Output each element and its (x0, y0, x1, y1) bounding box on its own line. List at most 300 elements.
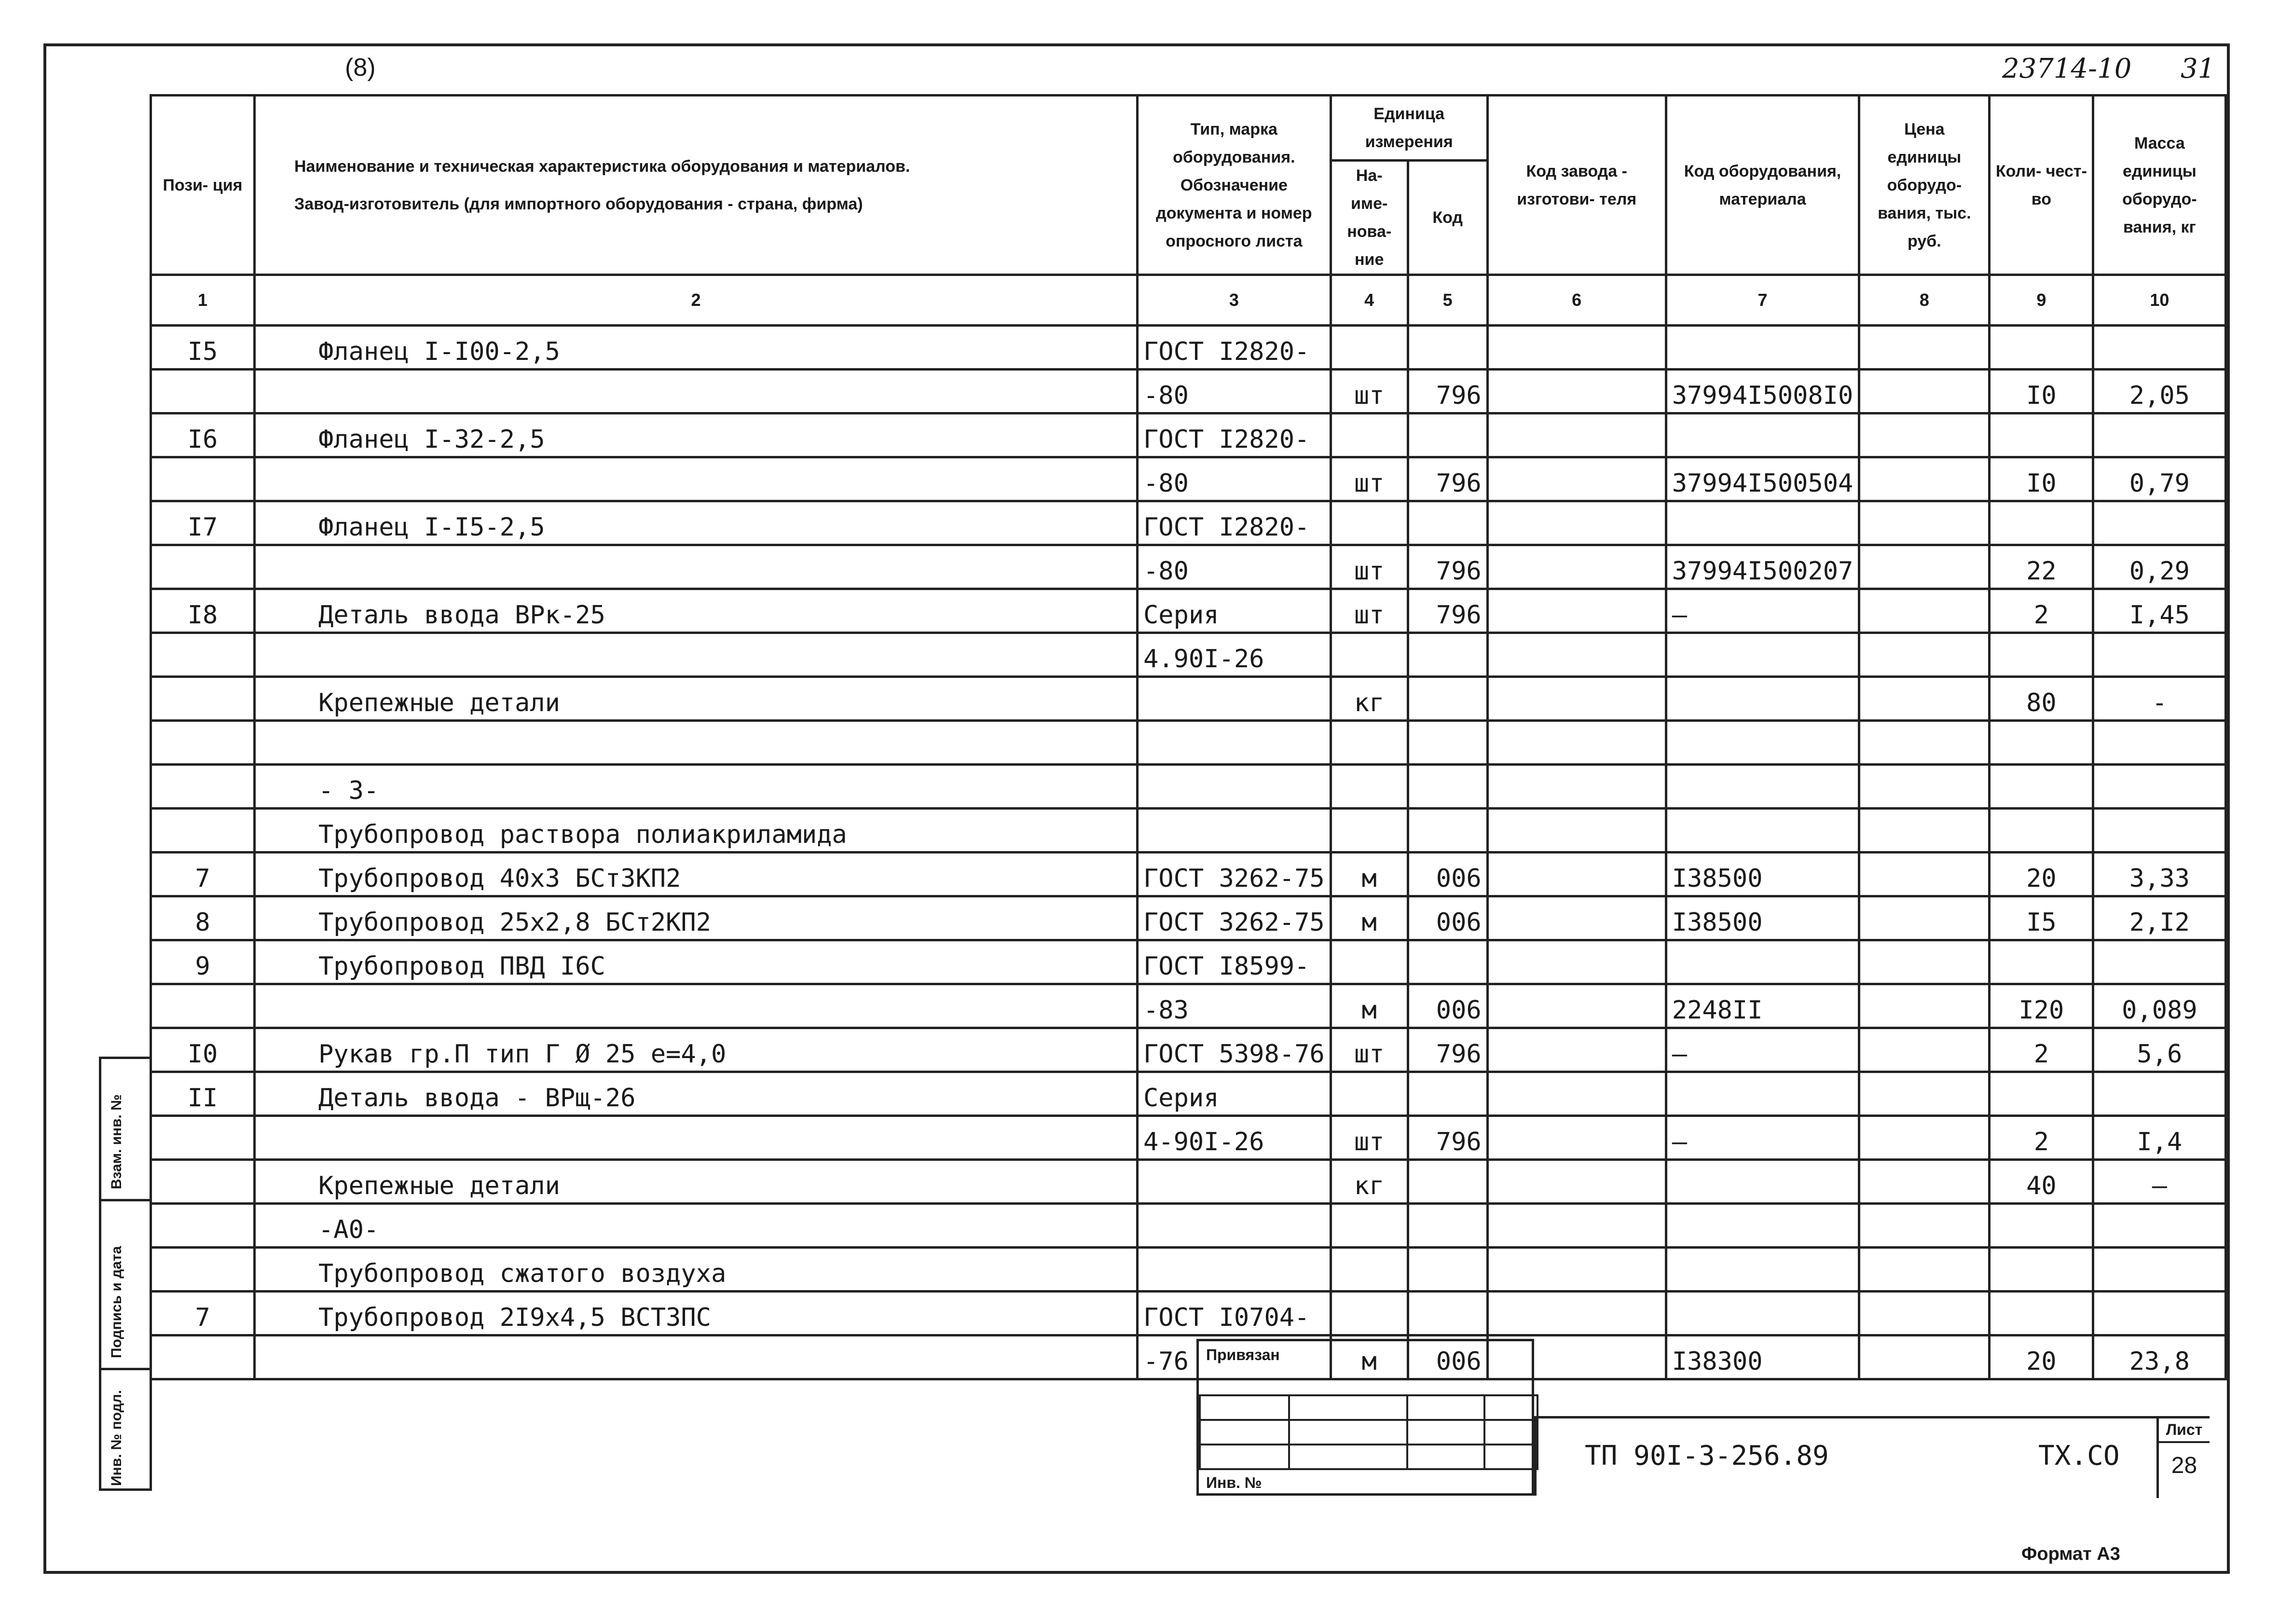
cell-price (1859, 457, 1990, 501)
cell-name: Трубопровод сжатого воздуха (255, 1248, 1138, 1292)
cell-unit-code (1408, 1204, 1487, 1248)
cell-type: ГОСТ 3262-75 (1138, 853, 1331, 896)
cell-type: ГОСТ I0704- (1138, 1292, 1331, 1335)
cell-price (1859, 1204, 1990, 1248)
cell-position (151, 457, 255, 501)
cell-factory-code (1487, 984, 1666, 1028)
column-number: 3 (1138, 275, 1331, 326)
cell-position (151, 765, 255, 809)
cell-qty: 2 (1990, 1116, 2093, 1160)
column-number: 5 (1408, 275, 1487, 326)
header-factory-code: Код завода - изготови- теля (1487, 96, 1666, 275)
cell-unit-code (1408, 677, 1487, 721)
cell-type: ГОСТ I8599- (1138, 940, 1331, 984)
table-row (151, 589, 2226, 633)
table-row (151, 1292, 2226, 1335)
cell-equipment-code: 37994I500207 (1666, 545, 1859, 589)
cell-unit-name (1331, 1292, 1408, 1335)
cell-name: Деталь ввода ВРк-25 (255, 589, 1138, 633)
cell-factory-code (1487, 809, 1666, 853)
cell-unit-name: шт (1331, 545, 1408, 589)
side-label-signature: Подпись и дата (109, 1246, 124, 1358)
cell-type: -80 (1138, 370, 1331, 413)
cell-unit-code: 796 (1408, 457, 1487, 501)
cell-mass: 2,I2 (2093, 896, 2226, 940)
cell-name: Рукав гр.П тип Г Ø 25 е=4,0 (255, 1028, 1138, 1072)
cell-name (255, 984, 1138, 1028)
column-number: 8 (1859, 275, 1990, 326)
header-name-main: Наименование и техническая характеристика оборудования и материалов. (294, 157, 910, 176)
cell-name: Трубопровод 2I9х4,5 ВСТ3ПС (255, 1292, 1138, 1335)
cell-position: I8 (151, 589, 255, 633)
cell-position (151, 1248, 255, 1292)
table-row (151, 721, 2226, 765)
cell-type (1138, 1204, 1331, 1248)
table-row (151, 1072, 2226, 1116)
cell-name: - 3- (255, 765, 1138, 809)
column-number: 2 (255, 275, 1138, 326)
table-row (151, 457, 2226, 501)
cell-equipment-code (1666, 765, 1859, 809)
cell-factory-code (1487, 1248, 1666, 1292)
stamp-inv-label: Инв. № (1206, 1474, 1262, 1491)
header-price: Цена единицы оборудо- вания, тыс. руб. (1859, 96, 1990, 275)
table-row (151, 1160, 2226, 1204)
cell-name: Трубопровод раствора полиакриламида (255, 809, 1138, 853)
cell-factory-code (1487, 940, 1666, 984)
header-type: Тип, марка оборудования. Обозначение документа и номер опросного листа (1138, 96, 1331, 275)
cell-type: 4-90I-26 (1138, 1116, 1331, 1160)
cell-mass: 23,8 (2093, 1335, 2226, 1379)
cell-equipment-code (1666, 501, 1859, 545)
table-row (151, 896, 2226, 940)
cell-unit-name (1331, 501, 1408, 545)
cell-equipment-code: 37994I5008I0 (1666, 370, 1859, 413)
cell-type: -76 (1138, 1335, 1331, 1379)
stamp-bound-label: Привязан (1206, 1346, 1280, 1363)
cell-position (151, 1204, 255, 1248)
cell-type: ГОСТ I2820- (1138, 326, 1331, 370)
cell-factory-code (1487, 896, 1666, 940)
cell-equipment-code (1666, 721, 1859, 765)
cell-position: 9 (151, 940, 255, 984)
binding-stamp (1196, 1339, 1534, 1496)
cell-price (1859, 413, 1990, 457)
cell-unit-code (1408, 940, 1487, 984)
cell-factory-code (1487, 457, 1666, 501)
cell-equipment-code (1666, 1292, 1859, 1335)
side-label-inventory: Инв. № подл. (109, 1390, 124, 1486)
doc-code: ТП 90I-3-256.89 (1585, 1440, 1829, 1472)
side-divider (101, 1368, 150, 1370)
cell-price (1859, 545, 1990, 589)
cell-factory-code (1487, 370, 1666, 413)
cell-qty: 20 (1990, 853, 2093, 896)
cell-unit-name: шт (1331, 457, 1408, 501)
cell-price (1859, 677, 1990, 721)
cell-qty (1990, 326, 2093, 370)
cell-type: Серия (1138, 1072, 1331, 1116)
cell-name: Трубопровод 40х3 БСт3КП2 (255, 853, 1138, 896)
cell-mass (2093, 326, 2226, 370)
cell-factory-code (1487, 545, 1666, 589)
table-row (151, 1116, 2226, 1160)
cell-unit-code (1408, 326, 1487, 370)
cell-position (151, 677, 255, 721)
cell-equipment-code (1666, 326, 1859, 370)
cell-qty (1990, 1204, 2093, 1248)
cell-type (1138, 765, 1331, 809)
cell-unit-code (1408, 633, 1487, 677)
cell-name: Фланец I-32-2,5 (255, 413, 1138, 457)
cell-mass (2093, 1204, 2226, 1248)
table-row (151, 1028, 2226, 1072)
table-row (151, 633, 2226, 677)
cell-position (151, 809, 255, 853)
cell-qty (1990, 1248, 2093, 1292)
table-row (151, 413, 2226, 457)
cell-price (1859, 1248, 1990, 1292)
cell-name (255, 457, 1138, 501)
cell-mass: 0,089 (2093, 984, 2226, 1028)
cell-unit-name: кг (1331, 677, 1408, 721)
cell-unit-code (1408, 809, 1487, 853)
cell-name: Фланец I-I00-2,5 (255, 326, 1138, 370)
cell-type (1138, 809, 1331, 853)
header-mass: Масса единицы оборудо- вания, кг (2093, 96, 2226, 275)
cell-position (151, 1160, 255, 1204)
header-unit-code: Код (1408, 161, 1487, 275)
doc-mark: ТХ.СО (2038, 1440, 2120, 1472)
cell-qty: 2 (1990, 589, 2093, 633)
cell-factory-code (1487, 1072, 1666, 1116)
cell-price (1859, 1028, 1990, 1072)
cell-type: 4.90I-26 (1138, 633, 1331, 677)
stamp-grid (1199, 1394, 1538, 1470)
cell-name (255, 545, 1138, 589)
side-label-replacement: Взам. инв. № (109, 1094, 124, 1189)
cell-equipment-code (1666, 633, 1859, 677)
cell-price (1859, 765, 1990, 809)
cell-factory-code (1487, 1204, 1666, 1248)
cell-mass (2093, 809, 2226, 853)
sheet-marker: (8) (345, 54, 376, 82)
sheet-label: Лист (2159, 1421, 2210, 1443)
column-number: 4 (1331, 275, 1408, 326)
cell-qty (1990, 809, 2093, 853)
cell-position: I0 (151, 1028, 255, 1072)
cell-price (1859, 326, 1990, 370)
cell-unit-name: шт (1331, 370, 1408, 413)
cell-mass (2093, 501, 2226, 545)
cell-factory-code (1487, 501, 1666, 545)
cell-unit-name (1331, 1204, 1408, 1248)
side-signature-strip (99, 1057, 152, 1491)
table-row (151, 984, 2226, 1028)
cell-position (151, 633, 255, 677)
sheet-box (2156, 1418, 2210, 1498)
cell-qty (1990, 501, 2093, 545)
cell-price (1859, 1072, 1990, 1116)
cell-unit-code (1408, 413, 1487, 457)
cell-position (151, 1335, 255, 1379)
cell-equipment-code (1666, 1072, 1859, 1116)
cell-mass: 0,79 (2093, 457, 2226, 501)
cell-mass (2093, 1072, 2226, 1116)
cell-type (1138, 677, 1331, 721)
cell-position: 7 (151, 1292, 255, 1335)
cell-qty: I0 (1990, 370, 2093, 413)
cell-name: Фланец I-I5-2,5 (255, 501, 1138, 545)
cell-type: ГОСТ 5398-76 (1138, 1028, 1331, 1072)
cell-qty: 80 (1990, 677, 2093, 721)
cell-position: I5 (151, 326, 255, 370)
table-row (151, 1204, 2226, 1248)
cell-unit-name: шт (1331, 1116, 1408, 1160)
cell-factory-code (1487, 721, 1666, 765)
side-divider (101, 1199, 150, 1201)
cell-unit-code (1408, 765, 1487, 809)
cell-price (1859, 896, 1990, 940)
cell-type (1138, 1248, 1331, 1292)
cell-price (1859, 1292, 1990, 1335)
cell-type (1138, 1160, 1331, 1204)
archive-page: 31 (2181, 53, 2215, 84)
cell-price (1859, 853, 1990, 896)
cell-mass (2093, 1292, 2226, 1335)
cell-unit-name: м (1331, 1335, 1408, 1379)
cell-unit-name (1331, 940, 1408, 984)
cell-mass: I,45 (2093, 589, 2226, 633)
cell-unit-code: 006 (1408, 896, 1487, 940)
cell-name (255, 1116, 1138, 1160)
cell-position (151, 984, 255, 1028)
cell-factory-code (1487, 765, 1666, 809)
cell-qty: 40 (1990, 1160, 2093, 1204)
table-row (151, 1335, 2226, 1379)
cell-unit-name (1331, 809, 1408, 853)
cell-factory-code (1487, 1292, 1666, 1335)
cell-position: II (151, 1072, 255, 1116)
table-row (151, 501, 2226, 545)
cell-equipment-code: I38500 (1666, 853, 1859, 896)
cell-unit-name (1331, 721, 1408, 765)
cell-qty (1990, 765, 2093, 809)
format-label: Формат А3 (2021, 1544, 2120, 1564)
cell-type: ГОСТ 3262-75 (1138, 896, 1331, 940)
cell-price (1859, 809, 1990, 853)
sheet-number: 28 (2171, 1453, 2197, 1478)
cell-factory-code (1487, 633, 1666, 677)
cell-position: 8 (151, 896, 255, 940)
header-qty: Коли- чест- во (1990, 96, 2093, 275)
cell-position (151, 370, 255, 413)
cell-unit-code (1408, 1160, 1487, 1204)
cell-price (1859, 940, 1990, 984)
cell-mass (2093, 413, 2226, 457)
cell-name: Трубопровод ПВД I6С (255, 940, 1138, 984)
cell-type: Серия (1138, 589, 1331, 633)
cell-qty: I5 (1990, 896, 2093, 940)
cell-mass: 5,6 (2093, 1028, 2226, 1072)
cell-qty: I0 (1990, 457, 2093, 501)
cell-mass: I,4 (2093, 1116, 2226, 1160)
cell-unit-code: 796 (1408, 1028, 1487, 1072)
cell-price (1859, 370, 1990, 413)
table-row (151, 370, 2226, 413)
cell-price (1859, 501, 1990, 545)
cell-type: ГОСТ I2820- (1138, 413, 1331, 457)
cell-factory-code (1487, 853, 1666, 896)
table-row (151, 677, 2226, 721)
cell-qty (1990, 721, 2093, 765)
cell-equipment-code: – (1666, 589, 1859, 633)
table-row (151, 940, 2226, 984)
cell-name: -А0- (255, 1204, 1138, 1248)
cell-equipment-code: 37994I500504 (1666, 457, 1859, 501)
cell-name (255, 721, 1138, 765)
cell-unit-name: шт (1331, 1028, 1408, 1072)
cell-unit-code (1408, 1292, 1487, 1335)
cell-price (1859, 589, 1990, 633)
cell-mass (2093, 721, 2226, 765)
column-number: 7 (1666, 275, 1859, 326)
cell-unit-code: 796 (1408, 370, 1487, 413)
cell-equipment-code: 2248II (1666, 984, 1859, 1028)
cell-qty (1990, 633, 2093, 677)
cell-unit-name (1331, 326, 1408, 370)
cell-type: -80 (1138, 545, 1331, 589)
cell-name (255, 370, 1138, 413)
cell-qty (1990, 940, 2093, 984)
cell-mass: - (2093, 677, 2226, 721)
cell-price (1859, 721, 1990, 765)
header-name-sub: Завод-изготовитель (для импортного оборудования - страна, фирма) (294, 194, 863, 213)
column-number: 6 (1487, 275, 1666, 326)
cell-unit-name (1331, 413, 1408, 457)
cell-equipment-code (1666, 413, 1859, 457)
cell-factory-code (1487, 326, 1666, 370)
cell-unit-code (1408, 1248, 1487, 1292)
cell-equipment-code (1666, 809, 1859, 853)
header-position: Пози- ция (151, 96, 255, 275)
cell-position: I6 (151, 413, 255, 457)
cell-qty: 2 (1990, 1028, 2093, 1072)
title-block (1534, 1416, 2210, 1496)
cell-equipment-code (1666, 940, 1859, 984)
cell-factory-code (1487, 1160, 1666, 1204)
cell-type: -83 (1138, 984, 1331, 1028)
cell-unit-code: 796 (1408, 545, 1487, 589)
cell-equipment-code (1666, 677, 1859, 721)
cell-unit-code: 006 (1408, 1335, 1487, 1379)
archive-number: 23714-10 (2002, 53, 2132, 84)
cell-type: ГОСТ I2820- (1138, 501, 1331, 545)
cell-unit-code (1408, 1072, 1487, 1116)
table-row (151, 1248, 2226, 1292)
cell-unit-code: 006 (1408, 984, 1487, 1028)
cell-name: Деталь ввода - ВРщ-26 (255, 1072, 1138, 1116)
cell-name (255, 633, 1138, 677)
cell-position (151, 1116, 255, 1160)
column-number: 9 (1990, 275, 2093, 326)
cell-equipment-code: – (1666, 1116, 1859, 1160)
cell-equipment-code (1666, 1160, 1859, 1204)
table-row (151, 853, 2226, 896)
cell-name: Крепежные детали (255, 1160, 1138, 1204)
header-equipment-code: Код оборудования, материала (1666, 96, 1859, 275)
cell-unit-name (1331, 1248, 1408, 1292)
cell-price (1859, 984, 1990, 1028)
cell-mass: 3,33 (2093, 853, 2226, 896)
cell-unit-name (1331, 633, 1408, 677)
cell-type: -80 (1138, 457, 1331, 501)
cell-qty (1990, 1072, 2093, 1116)
cell-unit-code: 006 (1408, 853, 1487, 896)
cell-qty: I20 (1990, 984, 2093, 1028)
column-number: 1 (151, 275, 255, 326)
cell-qty (1990, 413, 2093, 457)
cell-mass (2093, 940, 2226, 984)
cell-unit-name: шт (1331, 589, 1408, 633)
table-row (151, 545, 2226, 589)
cell-unit-code (1408, 501, 1487, 545)
cell-position (151, 545, 255, 589)
cell-mass: 2,05 (2093, 370, 2226, 413)
cell-equipment-code: I38500 (1666, 896, 1859, 940)
cell-mass (2093, 633, 2226, 677)
cell-price (1859, 1160, 1990, 1204)
cell-equipment-code: I38300 (1666, 1335, 1859, 1379)
cell-factory-code (1487, 1028, 1666, 1072)
table-row (151, 765, 2226, 809)
column-number: 10 (2093, 275, 2226, 326)
cell-mass (2093, 1248, 2226, 1292)
cell-mass (2093, 765, 2226, 809)
cell-position (151, 721, 255, 765)
cell-unit-name (1331, 765, 1408, 809)
cell-unit-name: м (1331, 896, 1408, 940)
cell-name: Трубопровод 25х2,8 БСт2КП2 (255, 896, 1138, 940)
cell-mass: – (2093, 1160, 2226, 1204)
header-unit-group: Единица измерения (1331, 96, 1487, 161)
cell-type (1138, 721, 1331, 765)
cell-unit-code: 796 (1408, 589, 1487, 633)
cell-equipment-code: – (1666, 1028, 1859, 1072)
cell-price (1859, 633, 1990, 677)
cell-unit-code: 796 (1408, 1116, 1487, 1160)
cell-position: I7 (151, 501, 255, 545)
cell-factory-code (1487, 413, 1666, 457)
specification-table (150, 94, 2227, 1380)
cell-position: 7 (151, 853, 255, 896)
cell-qty (1990, 1292, 2093, 1335)
cell-unit-name (1331, 1072, 1408, 1116)
cell-unit-code (1408, 721, 1487, 765)
cell-unit-name: м (1331, 853, 1408, 896)
header-name (255, 96, 1138, 275)
cell-name (255, 1335, 1138, 1379)
cell-qty: 20 (1990, 1335, 2093, 1379)
cell-name: Крепежные детали (255, 677, 1138, 721)
cell-factory-code (1487, 1116, 1666, 1160)
cell-qty: 22 (1990, 545, 2093, 589)
cell-mass: 0,29 (2093, 545, 2226, 589)
cell-price (1859, 1116, 1990, 1160)
table-row (151, 326, 2226, 370)
header-unit-name: На- име- нова- ние (1331, 161, 1408, 275)
cell-price (1859, 1335, 1990, 1379)
